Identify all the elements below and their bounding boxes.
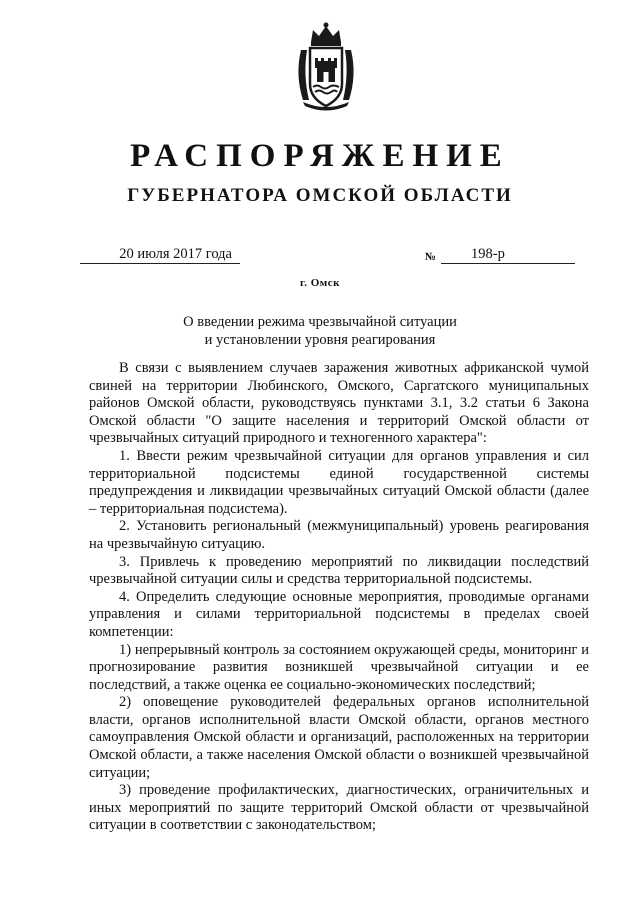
paragraph-subitem-1: 1) непрерывный контроль за состоянием окружающей среды, мониторинг и прогнозирование развития возникшей чрезвычайной ситуации и ее последствий, а также оценка ее социально-экономических последствий; [89,641,589,693]
coat-of-arms-emblem [293,20,359,112]
paragraph-subitem-3: 3) проведение профилактических, диагностических, ограничительных и иных мероприятий по защите территорий Омской области от чрезвычайной ситуации в соответствии с законодательством; [89,782,589,834]
city-label: г. Омск [299,277,341,289]
document-title: РАСПОРЯЖЕНИЕ [130,138,510,174]
paragraph-item-2: 2. Установить региональный (межмуниципальный) уровень реагирования на чрезвычайную ситуацию. [89,518,589,552]
paragraph-item-3: 3. Привлечь к проведению мероприятий по ликвидации последствий чрезвычайной ситуации силы и средства территориальной подсистемы. [89,553,589,588]
paragraph-preamble: В связи с выявлением случаев заражения животных африканской чумой свиней на территории Любинского, Омского, Саргатского муниципальных районов Омской области, руководствуясь пунктами 3.1, 3.2 статьи 6 Закона Омской области "О защите населения и территорий Омской области от чрезвычайных ситуаций природного и техногенного характера": [89,360,589,447]
document-body [89,360,589,835]
document-subtitle: ГУБЕРНАТОРА ОМСКОЙ ОБЛАСТИ [127,185,513,206]
document-subject [0,313,640,349]
subject-line-2: и установлении уровня реагирования [204,332,436,348]
paragraph-item-1: 1. Ввести режим чрезвычайной ситуации для органов управления и сил территориальной подсистемы единой государственной системы предупреждения и ликвидации чрезвычайных ситуаций Омской области (далее – территориальная подсистема). [89,447,589,517]
document-number-field [441,245,575,264]
document-date: 20 июля 2017 года [80,245,240,264]
number-label: № [425,251,437,263]
document-number: 198-р [471,246,505,262]
paragraph-item-4: 4. Определить следующие основные мероприятия, проводимые органами управления и силами территориальной подсистемы в пределах своей компетенции: [89,588,589,640]
paragraph-subitem-2: 2) оповещение руководителей федеральных органов исполнительной власти, органов исполнительной власти Омской области, органов местного самоуправления Омской области и организаций, расположенных на территории Омской области, а также населения Омской области о возникшей чрезвычайной ситуации; [89,694,589,781]
subject-line-1: О введении режима чрезвычайной ситуации [183,314,457,330]
